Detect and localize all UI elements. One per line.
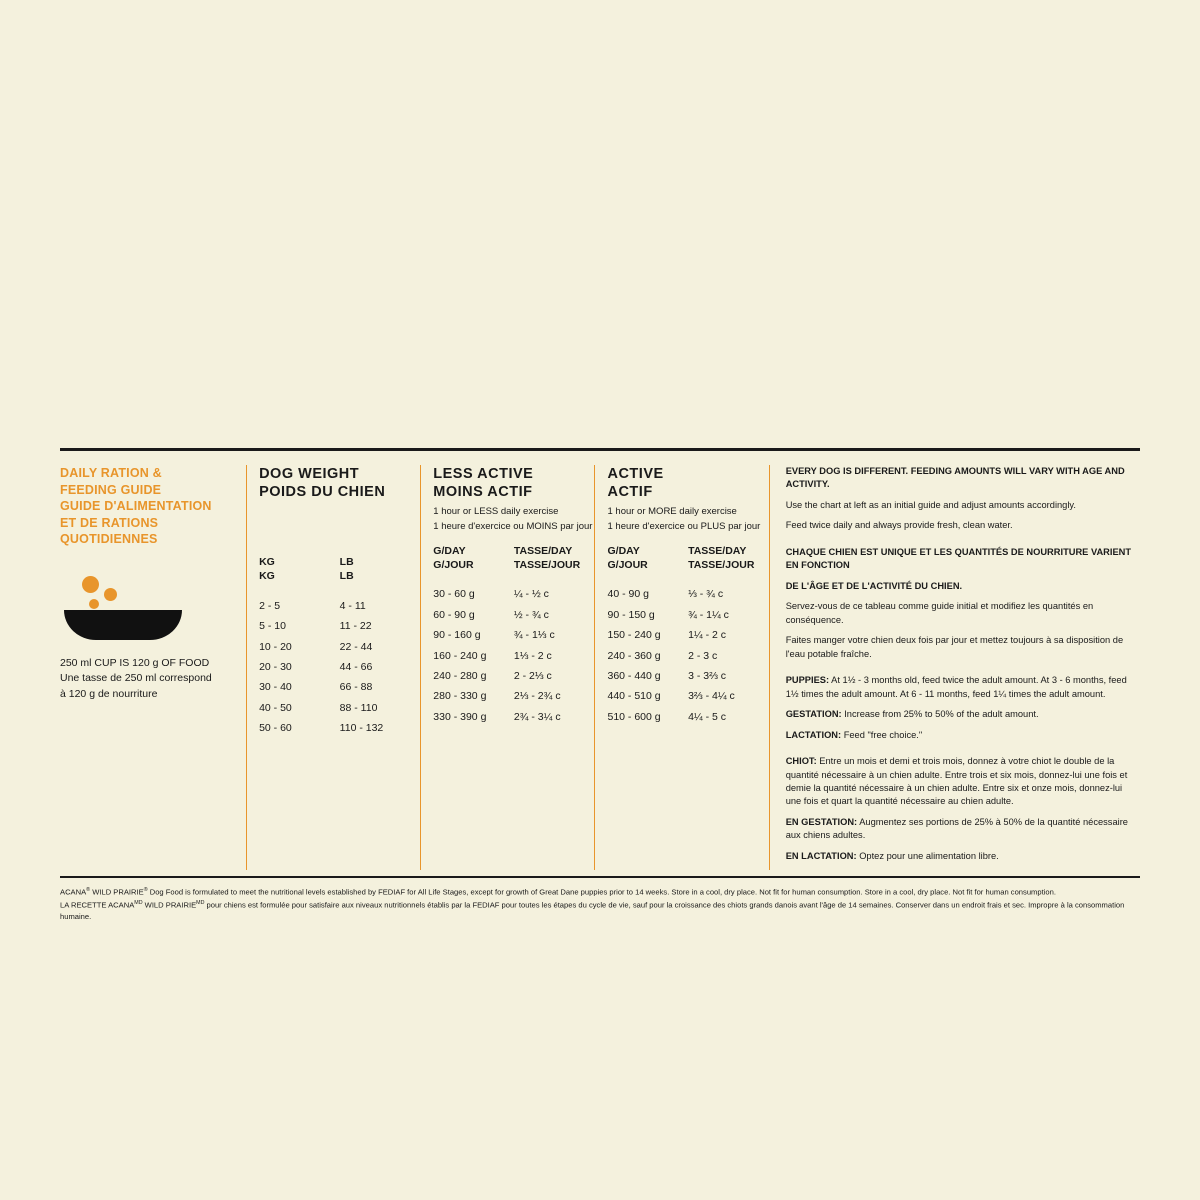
notes-chiot-text: Entre un mois et demi et trois mois, donnez à votre chiot le double de la quantité nécessaire à un chien adulte. Entre trois et six mois, donnez-lui une fois et demie la quantité nécessaire à un chien adulte. Entre six et onze mois, donnez-lui une fois et quart la quantité nécessaire au chien adulte. [785, 756, 1128, 807]
table-row [607, 686, 768, 706]
cell-kg: 20 - 30 [259, 661, 292, 673]
less-active-unit-grams-fr: G/JOUR [433, 558, 474, 571]
cell-cups: 2¾ - 3¼ c [513, 710, 561, 723]
footer-en-sup-1: ® [86, 887, 91, 894]
panel-title-line-1: DAILY RATION & [60, 466, 162, 480]
table-row [607, 584, 768, 604]
cell-kg: 40 - 50 [259, 701, 292, 714]
less-active-heading-fr: MOINS ACTIF [433, 484, 533, 501]
notes-gestation-text: Increase from 25% to 50% of the adult amount. [841, 709, 1039, 720]
table-row [259, 677, 420, 697]
less-active-heading [433, 465, 594, 501]
footer-fr-body: pour chiens est formulée pour satisfaire aux niveaux nutritionnels établis par la FEDIAF pour toutes les étapes du cycle de vie, sauf pour la croissance des chiots grands danois avant l'âge de 14 semaines. Conserver dans un endroit frais et sec. Impropre à la consommation humaine. [60, 900, 1125, 921]
legal-footer-fr [60, 899, 1140, 923]
cell-lb: 110 - 132 [339, 722, 384, 735]
active-units [607, 544, 768, 572]
cell-grams: 60 - 90 g [433, 608, 475, 621]
less-active-unit-cups-en: TASSE/DAY [513, 544, 573, 557]
cell-lb: 88 - 110 [339, 701, 378, 714]
table-row [607, 707, 768, 727]
cell-cups: 2⅓ - 2¾ c [513, 690, 561, 703]
less-active-subtext-en: 1 hour or LESS daily exercise [433, 506, 559, 518]
notes-lactation-fr [786, 850, 1140, 863]
dog-weight-unit-kg-fr: KG [259, 570, 275, 583]
notes-lactation-text: Feed "free choice." [841, 729, 923, 740]
less-active-column [420, 465, 594, 870]
notes-column [769, 465, 1140, 870]
less-active-unit-cups [514, 544, 595, 572]
cell-grams: 330 - 390 g [433, 710, 487, 723]
cup-note-fr-line-1: Une tasse de 250 ml correspond [60, 672, 212, 685]
active-heading-fr: ACTIF [607, 484, 653, 501]
cell-lb: 11 - 22 [339, 620, 372, 633]
table-row [433, 646, 594, 666]
notes-heading-fr-1: CHAQUE CHIEN EST UNIQUE ET LES QUANTITÉS DE NOURRITURE VARIENT EN FONCTION [785, 546, 1132, 571]
cell-kg: 5 - 10 [259, 620, 286, 633]
table-row [433, 625, 594, 645]
active-unit-cups-en: TASSE/DAY [688, 544, 747, 557]
less-active-unit-cups-fr: TASSE/JOUR [513, 558, 581, 571]
cell-grams: 440 - 510 g [607, 690, 661, 703]
notes-puppies-label: PUPPIES: [785, 675, 830, 686]
dog-weight-units [259, 555, 420, 583]
footer-fr-product: WILD PRAIRIE [142, 900, 197, 910]
units-spacer [607, 572, 768, 584]
table-row [259, 718, 420, 738]
cell-cups: 2 - 2⅓ c [513, 669, 552, 682]
notes-gestation-fr [786, 816, 1140, 843]
panel-title [60, 465, 238, 548]
dog-weight-heading-fr: POIDS DU CHIEN [259, 484, 386, 501]
cell-grams: 90 - 150 g [607, 608, 655, 621]
notes-heading-en: EVERY DOG IS DIFFERENT. FEEDING AMOUNTS WILL VARY WITH AGE AND ACTIVITY. [785, 466, 1125, 490]
table-row [433, 686, 594, 706]
cell-cups: 3 - 3⅔ c [688, 669, 727, 682]
cell-lb: 44 - 66 [339, 661, 373, 673]
notes-gestation-fr-label: EN GESTATION: [785, 816, 858, 827]
active-subtext-fr: 1 heure d'exercice ou PLUS par jour [607, 520, 761, 532]
cup-note-fr-line-2: à 120 g de nourriture [60, 688, 158, 700]
table-row [259, 616, 420, 636]
notes-chiot-label: CHIOT: [785, 756, 817, 767]
cell-grams: 40 - 90 g [607, 588, 649, 601]
units-spacer [259, 584, 420, 596]
table-row [433, 605, 594, 625]
notes-lactation-fr-text: Optez pour une alimentation libre. [856, 850, 999, 861]
dog-weight-heading-en: DOG WEIGHT [259, 466, 360, 482]
active-unit-grams-fr: G/JOUR [607, 558, 648, 571]
cell-kg: 30 - 40 [259, 681, 292, 694]
cell-cups: ¼ - ½ c [513, 588, 549, 601]
cell-grams: 360 - 440 g [607, 669, 661, 682]
notes-fr-line-2: Faites manger votre chien deux fois par jour et mettez toujours à sa disposition de l'eau potable fraîche. [785, 635, 1124, 659]
cell-cups: ¾ - 1⅓ c [513, 629, 555, 642]
dog-weight-unit-kg-en: KG [259, 556, 275, 569]
cell-lb: 4 - 11 [339, 599, 366, 612]
notes-gestation-label: GESTATION: [785, 709, 842, 720]
footer-en-body: Dog Food is formulated to meet the nutritional levels established by FEDIAF for All Life Stages, except for growth of Great Dane puppies prior to 14 weeks. Store in a cool, dry place. Not fit for human consumption. Store in a cool, dry place. Not fit for human consumption. [147, 887, 1056, 897]
footer-en-sup-2: ® [143, 887, 148, 894]
footer-en-brand: ACANA [60, 887, 87, 897]
feeding-guide-grid [60, 451, 1140, 870]
bowl-icon [64, 610, 182, 640]
active-column [594, 465, 768, 870]
table-row [607, 605, 768, 625]
cell-grams: 240 - 360 g [607, 649, 661, 662]
cell-lb: 66 - 88 [339, 681, 373, 694]
notes-en-line-2: Feed twice daily and always provide fresh, clean water. [785, 520, 1013, 531]
panel-title-line-3: GUIDE D'ALIMENTATION [60, 499, 212, 513]
cell-grams: 30 - 60 g [433, 588, 475, 601]
less-active-subtext [433, 505, 594, 534]
notes-gestation-fr-text: Augmentez ses portions de 25% à 50% de la quantité nécessaire aux chiens adultes. [785, 816, 1128, 841]
notes-chiot [786, 755, 1140, 809]
cell-cups: 4¼ - 5 c [688, 710, 727, 723]
notes-puppies-text: At 1½ - 3 months old, feed twice the adult amount. At 3 - 6 months, feed 1½ times the adult amount. At 6 - 11 months, feed 1¼ times the adult amount. [785, 675, 1127, 699]
cell-kg: 2 - 5 [259, 599, 281, 612]
cell-grams: 160 - 240 g [433, 649, 487, 662]
cell-kg: 10 - 20 [259, 640, 292, 653]
active-unit-cups-fr: TASSE/JOUR [688, 558, 755, 571]
table-row [259, 596, 420, 616]
dog-weight-unit-lb [340, 555, 421, 583]
footer-fr-sup-1: MD [134, 899, 143, 906]
active-subtext-en: 1 hour or MORE daily exercise [607, 506, 737, 518]
active-subtext [607, 505, 768, 534]
table-row [433, 666, 594, 686]
notes-fr-line-1: Servez-vous de ce tableau comme guide initial et modifiez les quantités en conséquence. [785, 601, 1094, 625]
less-active-unit-grams-en: G/DAY [433, 544, 466, 557]
footer-en-product: WILD PRAIRIE [90, 887, 144, 897]
notes-lactation [786, 729, 1140, 742]
table-row [433, 584, 594, 604]
dog-weight-unit-lb-fr: LB [339, 570, 354, 583]
table-row [607, 625, 768, 645]
table-row [433, 707, 594, 727]
kibble-icon [82, 576, 99, 593]
active-heading [607, 465, 768, 501]
cell-grams: 90 - 160 g [433, 629, 481, 642]
cell-cups: 3⅔ - 4¼ c [688, 690, 735, 703]
dog-weight-unit-kg [259, 555, 340, 583]
cell-cups: ¾ - 1¼ c [688, 608, 729, 621]
cell-cups: 2 - 3 c [688, 649, 718, 662]
legal-footer-en [60, 886, 1140, 898]
cell-kg: 50 - 60 [259, 722, 292, 735]
less-active-subtext-fr: 1 heure d'exercice ou MOINS par jour [433, 520, 593, 532]
dog-weight-unit-lb-en: LB [339, 556, 354, 569]
legal-footer [60, 886, 1140, 922]
cell-grams: 510 - 600 g [607, 710, 661, 723]
panel-bottom-rule [60, 876, 1140, 878]
active-unit-grams [607, 544, 688, 572]
active-heading-en: ACTIVE [607, 466, 664, 482]
table-row [607, 666, 768, 686]
cup-equivalence-note [60, 656, 238, 703]
panel-title-line-4: ET DE RATIONS [60, 515, 159, 530]
table-row [607, 646, 768, 666]
table-row [259, 698, 420, 718]
kibble-icon [89, 599, 99, 609]
cell-grams: 240 - 280 g [433, 669, 487, 682]
cell-grams: 280 - 330 g [433, 690, 487, 703]
notes-lactation-label: LACTATION: [785, 729, 842, 740]
table-row [259, 657, 420, 677]
panel-title-line-5: QUOTIDIENNES [60, 532, 158, 546]
table-row [259, 637, 420, 657]
cell-cups: 1⅓ - 2 c [513, 649, 552, 662]
notes-heading-fr-2: DE L'ÂGE ET DE L'ACTIVITÉ DU CHIEN. [785, 580, 963, 591]
heading-spacer [259, 501, 420, 545]
footer-fr-sup-2: MD [196, 899, 205, 906]
notes-gestation [786, 708, 1140, 721]
panel-title-line-2: FEEDING GUIDE [60, 482, 162, 497]
active-unit-grams-en: G/DAY [607, 544, 640, 557]
feeding-guide-panel [60, 448, 1140, 923]
notes-lactation-fr-label: EN LACTATION: [785, 850, 857, 861]
less-active-heading-en: LESS ACTIVE [433, 466, 534, 482]
active-unit-cups [688, 544, 769, 572]
cell-grams: 150 - 240 g [607, 629, 661, 642]
notes-puppies [786, 674, 1140, 701]
footer-fr-brand: LA RECETTE ACANA [60, 900, 135, 910]
units-spacer [433, 572, 594, 584]
food-bowl-icon [60, 574, 185, 646]
cup-note-en: 250 ml CUP IS 120 g OF FOOD [60, 656, 210, 669]
cell-cups: 1¼ - 2 c [688, 629, 727, 642]
brand-column [60, 465, 246, 870]
notes-en-line-1: Use the chart at left as an initial guide and adjust amounts accordingly. [785, 499, 1076, 510]
cell-cups: ½ - ¾ c [513, 608, 549, 621]
less-active-unit-grams [433, 544, 514, 572]
dog-weight-column [246, 465, 420, 870]
less-active-units [433, 544, 594, 572]
dog-weight-heading [259, 465, 420, 501]
kibble-icon [104, 588, 117, 601]
cell-cups: ⅓ - ¾ c [688, 588, 724, 601]
cell-lb: 22 - 44 [339, 640, 373, 653]
